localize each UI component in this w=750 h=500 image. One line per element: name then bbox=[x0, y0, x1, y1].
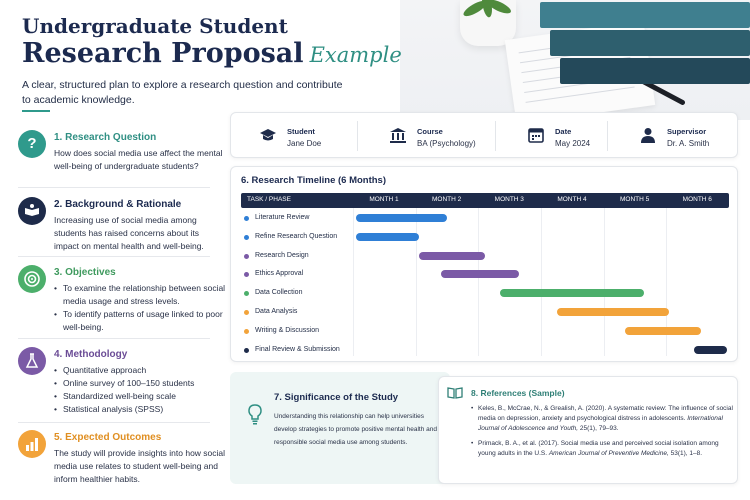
section-title: 2. Background & Rationale bbox=[54, 199, 182, 210]
list-item: • To identify patterns of usage linked to poor well-being. bbox=[54, 308, 226, 334]
timeline-row bbox=[241, 209, 729, 228]
task-dot bbox=[244, 254, 249, 259]
month-header: MONTH 5 bbox=[620, 196, 650, 203]
info-value: BA (Psychology) bbox=[417, 139, 476, 148]
info-label: Student bbox=[287, 127, 315, 136]
list-item: • Statistical analysis (SPSS) bbox=[54, 403, 226, 416]
section-divider bbox=[18, 422, 210, 423]
title-accent: Example bbox=[309, 43, 402, 67]
section-divider bbox=[18, 256, 210, 257]
month-header: MONTH 2 bbox=[432, 196, 462, 203]
month-header: MONTH 3 bbox=[494, 196, 524, 203]
task-bar bbox=[441, 270, 519, 278]
research-timeline bbox=[230, 166, 738, 362]
month-header: MONTH 4 bbox=[557, 196, 587, 203]
task-dot bbox=[244, 272, 249, 277]
page-title-line2: Research Proposal bbox=[22, 38, 304, 69]
task-dot bbox=[244, 329, 249, 334]
page-title bbox=[22, 38, 402, 69]
task-dot bbox=[244, 348, 249, 353]
page-subtitle: A clear, structured plan to explore a research question and contribute to academic knowledge. bbox=[22, 79, 343, 106]
timeline-header bbox=[241, 193, 729, 208]
task-label: Research Design bbox=[255, 251, 309, 259]
task-label: Data Analysis bbox=[255, 308, 298, 315]
graduation-cap-icon bbox=[259, 126, 277, 144]
timeline-row bbox=[241, 303, 729, 322]
info-value: May 2024 bbox=[555, 139, 591, 148]
chart-icon bbox=[18, 430, 46, 458]
list-item: • Standardized well-being scale bbox=[54, 390, 226, 403]
list-item: • Quantitative approach bbox=[54, 364, 226, 377]
section-text: Increasing use of social media among students has raised concerns about its impact on mental health and well-being. bbox=[54, 215, 204, 251]
section-divider bbox=[18, 187, 210, 188]
list-item: • To examine the relationship between social media usage and stress levels. bbox=[54, 282, 226, 308]
significance-card bbox=[230, 372, 450, 484]
task-bar bbox=[500, 289, 644, 297]
timeline-row bbox=[241, 228, 729, 247]
institution-icon bbox=[389, 126, 407, 144]
references-card bbox=[438, 376, 738, 484]
info-divider bbox=[495, 121, 496, 151]
task-bar bbox=[557, 308, 670, 316]
references-list bbox=[471, 404, 733, 464]
significance-text: Understanding this relationship can help universities develop strategies to promote positive mental health and responsible social media use among students. bbox=[274, 413, 437, 446]
task-dot bbox=[244, 291, 249, 296]
section-text: How does social media use affect the mental well-being of undergraduate students? bbox=[54, 148, 223, 171]
book bbox=[550, 30, 750, 56]
calendar-icon bbox=[527, 126, 545, 144]
reference-item: • Keles, B., McCrae, N., & Grealish, A. (2020). A systematic review: The influence of social media on depression, anxiety and psychological distress in adolescents. International Journal of Adolescence and Youth, 25(1), 79–93. bbox=[471, 404, 733, 434]
references-title: 8. References (Sample) bbox=[471, 388, 565, 398]
section-title: 3. Objectives bbox=[54, 267, 116, 278]
header-photo bbox=[400, 0, 750, 120]
title-divider bbox=[22, 110, 50, 112]
timeline-row bbox=[241, 322, 729, 341]
flask-icon bbox=[18, 347, 46, 375]
question-icon: ? bbox=[18, 130, 46, 158]
section-title: 1. Research Question bbox=[54, 132, 157, 143]
month-header: MONTH 1 bbox=[369, 196, 399, 203]
info-divider bbox=[357, 121, 358, 151]
timeline-row bbox=[241, 341, 729, 360]
task-dot bbox=[244, 235, 249, 240]
book-icon bbox=[18, 197, 46, 225]
info-label: Date bbox=[555, 127, 572, 136]
info-value: Jane Doe bbox=[287, 139, 322, 148]
task-bar bbox=[625, 327, 700, 335]
significance-title: 7. Significance of the Study bbox=[274, 392, 399, 403]
task-dot bbox=[244, 310, 249, 315]
info-label: Supervisor bbox=[667, 127, 707, 136]
timeline-title: 6. Research Timeline (6 Months) bbox=[241, 175, 387, 186]
task-label: Writing & Discussion bbox=[255, 326, 320, 334]
open-book-icon bbox=[447, 387, 463, 399]
book bbox=[540, 2, 750, 28]
section-divider bbox=[18, 338, 210, 339]
person-icon bbox=[639, 126, 657, 144]
task-label: Final Review & Submission bbox=[255, 345, 340, 353]
objectives-list bbox=[54, 282, 226, 334]
section-title: 4. Methodology bbox=[54, 349, 128, 360]
task-bar bbox=[356, 233, 419, 241]
task-label: Literature Review bbox=[255, 214, 310, 221]
section-text: The study will provide insights into how social media use relates to student well-being and inform healthier habits. bbox=[54, 448, 226, 484]
task-bar bbox=[419, 252, 485, 260]
info-divider bbox=[607, 121, 608, 151]
timeline-row bbox=[241, 265, 729, 284]
reference-item: • Primack, B. A., et al. (2017). Social media use and perceived social isolation among young adults in the U.S. American Journal of Preventive Medicine, 53(1), 1–8. bbox=[471, 439, 733, 459]
timeline-row bbox=[241, 247, 729, 266]
month-header: MONTH 6 bbox=[682, 196, 712, 203]
methodology-list bbox=[54, 364, 226, 416]
lightbulb-icon bbox=[244, 402, 266, 426]
target-icon bbox=[18, 265, 46, 293]
section-title: 5. Expected Outcomes bbox=[54, 432, 162, 443]
task-bar bbox=[694, 346, 727, 354]
task-label: Data Collection bbox=[255, 289, 303, 297]
list-item: • Online survey of 100–150 students bbox=[54, 377, 226, 390]
book bbox=[560, 58, 750, 84]
task-dot bbox=[244, 216, 249, 221]
task-bar bbox=[356, 214, 447, 222]
task-column-header: TASK / PHASE bbox=[247, 196, 291, 203]
task-label: Ethics Approval bbox=[255, 270, 304, 278]
info-value: Dr. A. Smith bbox=[667, 139, 710, 148]
info-label: Course bbox=[417, 127, 443, 136]
timeline-row bbox=[241, 284, 729, 303]
task-label: Refine Research Question bbox=[255, 232, 338, 240]
page-title-line1: Undergraduate Student bbox=[22, 14, 288, 38]
proposal-info-card bbox=[230, 112, 738, 158]
